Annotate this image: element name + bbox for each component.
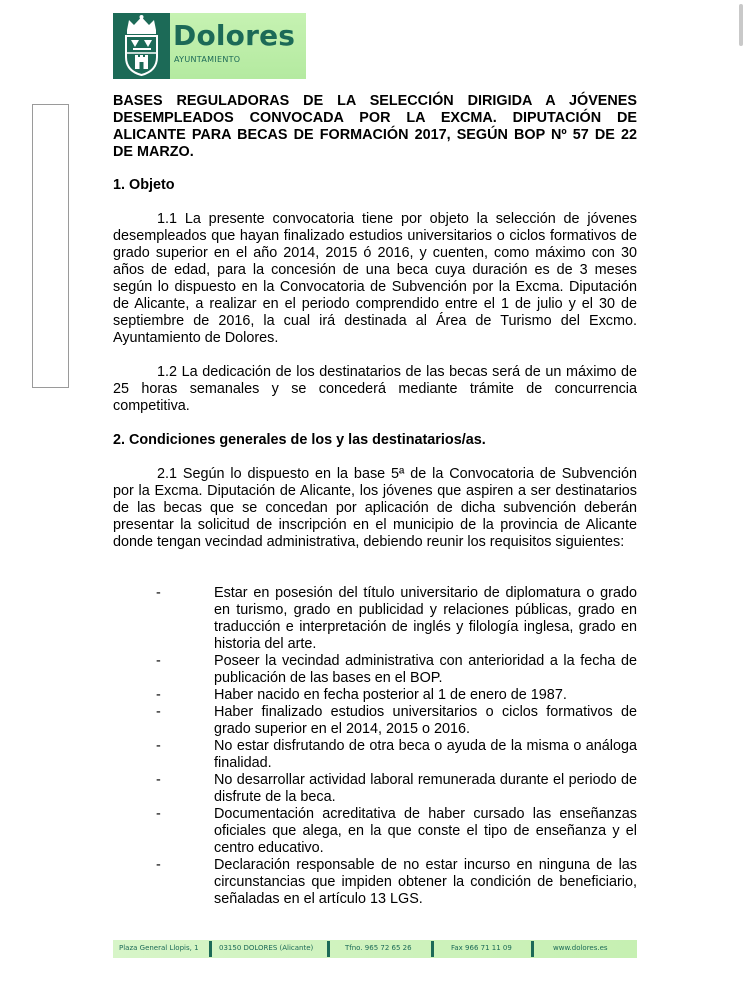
paragraph-2-1: 2.1 Según lo dispuesto en la base 5ª de la Convocatoria de Subvención por la Excma. Diputación de Alicante, los jóvenes que aspiren a ser destinatarios de las becas que se concedan por aplicación de dicha subvención deberán presentar la solicitud de inscripción en el municipio de la provincia de Alicante donde tengan vecindad administrativa, debiendo reunir los requisitos siguientes:	[113, 466, 637, 550]
requirement-text: No estar disfrutando de otra beca o ayuda de la misma o análoga finalidad.	[214, 738, 637, 771]
dash-bullet: -	[156, 704, 161, 720]
footer-divider	[431, 941, 434, 957]
footer-phone: Tfno. 965 72 65 26	[345, 944, 412, 952]
requirement-text: Estar en posesión del título universitario de diplomatura o grado en turismo, grado en publicidad y relaciones públicas, grado en traducción e interpretación de inglés y filología inglesa, grado en historia del arte.	[214, 585, 637, 652]
requirement-text: Poseer la vecindad administrativa con anterioridad a la fecha de publicación de las bases en el BOP.	[214, 653, 637, 686]
dash-bullet: -	[156, 806, 161, 822]
footer-bar	[113, 940, 637, 958]
list-item	[113, 653, 637, 687]
scrollbar[interactable]	[739, 4, 743, 46]
margin-frame	[32, 104, 69, 388]
footer-city: 03150 DOLORES (Alicante)	[219, 944, 314, 952]
dash-bullet: -	[156, 687, 161, 703]
footer-divider	[531, 941, 534, 957]
footer-website: www.dolores.es	[553, 944, 608, 952]
list-item	[113, 585, 637, 653]
requirement-text: Declaración responsable de no estar incurso en ninguna de las circunstancias que impiden obtener la condición de beneficiario, señaladas en el artículo 13 LGS.	[214, 857, 637, 907]
paragraph-1-2: 1.2 La dedicación de los destinatarios de las becas será de un máximo de 25 horas semanales y se concederá mediante trámite de concurrencia competitiva.	[113, 364, 637, 414]
requirement-text: No desarrollar actividad laboral remunerada durante el periodo de disfrute de la beca.	[214, 772, 637, 805]
dash-bullet: -	[156, 738, 161, 754]
document-title: BASES REGULADORAS DE LA SELECCIÓN DIRIGIDA A JÓVENES DESEMPLEADOS CONVOCADA POR LA EXCMA. DIPUTACIÓN DE ALICANTE PARA BECAS DE FORMACIÓN 2017, SEGÚN BOP Nº 57 DE 22 DE MARZO.	[113, 93, 637, 160]
section-2-heading: 2. Condiciones generales de los y las destinatarios/as.	[113, 432, 486, 448]
section-1-heading: 1. Objeto	[113, 177, 175, 193]
dash-bullet: -	[156, 857, 161, 873]
footer-divider	[327, 941, 330, 957]
requirement-text: Haber nacido en fecha posterior al 1 de enero de 1987.	[214, 687, 567, 703]
requirement-text: Documentación acreditativa de haber cursado las enseñanzas oficiales que alega, en la que conste el tipo de enseñanza y el centro educativo.	[214, 806, 637, 856]
list-item	[113, 772, 637, 806]
logo-subtitle: AYUNTAMIENTO	[174, 55, 241, 64]
coat-of-arms-icon	[113, 13, 170, 79]
requirements-list	[113, 585, 637, 908]
list-item	[113, 704, 637, 738]
footer-address: Plaza General Llopis, 1	[119, 944, 199, 952]
dash-bullet: -	[156, 772, 161, 788]
requirement-text: Haber finalizado estudios universitarios o ciclos formativos de grado superior en el 2014, 2015 o 2016.	[214, 704, 637, 737]
footer-divider	[209, 941, 212, 957]
dash-bullet: -	[156, 653, 161, 669]
dolores-logo	[113, 13, 306, 79]
dash-bullet: -	[156, 585, 161, 601]
paragraph-1-1: 1.1 La presente convocatoria tiene por objeto la selección de jóvenes desempleados que hayan finalizado estudios universitarios o ciclos formativos de grado superior en el año 2014, 2015 ó 2016, y cuenten, como máximo con 30 años de edad, para la concesión de una beca cuya duración es de 3 meses según lo dispuesto en la Convocatoria de Subvención por la Excma. Diputación de Alicante, a realizar en el periodo comprendido entre el 1 de julio y el 30 de septiembre de 2016, la cual irá destinada al Área de Turismo del Excmo. Ayuntamiento de Dolores.	[113, 211, 637, 346]
list-item	[113, 738, 637, 772]
list-item	[113, 806, 637, 857]
logo-wordmark: Dolores	[173, 19, 296, 52]
footer-fax: Fax 966 71 11 09	[451, 944, 512, 952]
list-item	[113, 687, 637, 704]
list-item	[113, 857, 637, 908]
